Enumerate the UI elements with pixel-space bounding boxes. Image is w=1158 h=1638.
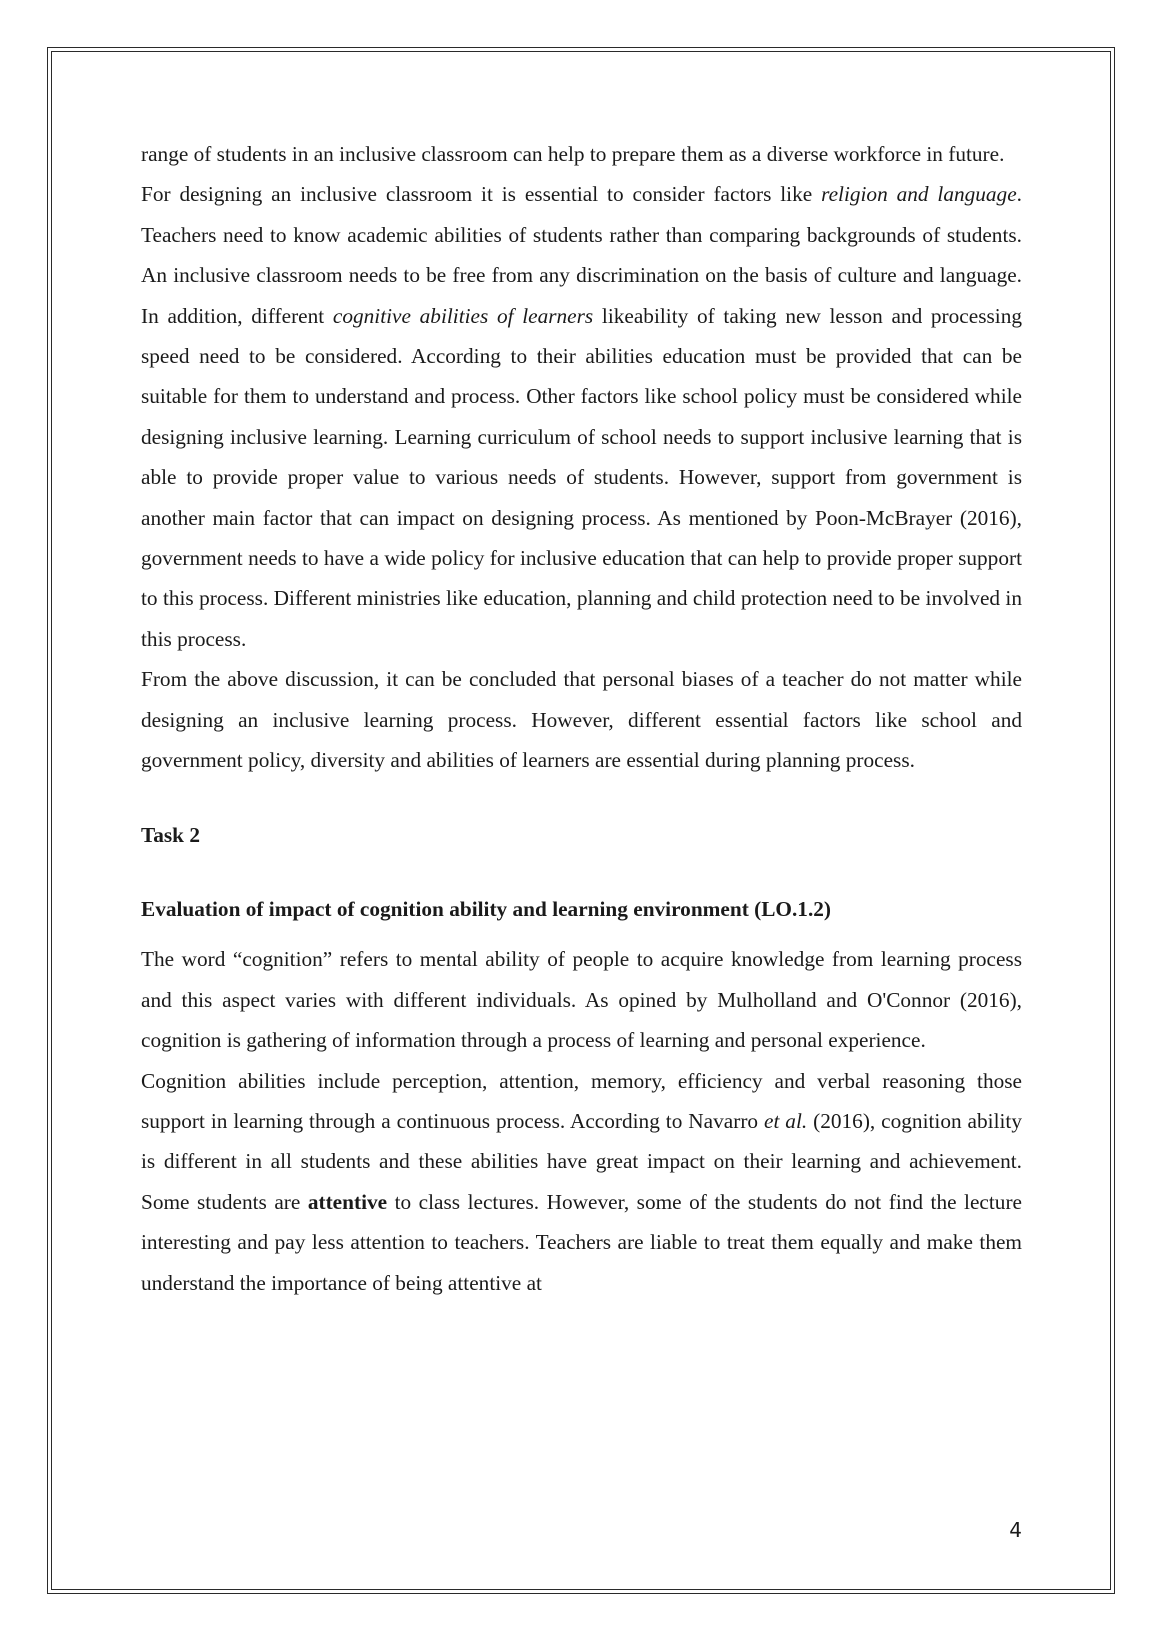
text-segment: For designing an inclusive classroom it is essential to consider factors like (141, 182, 822, 207)
text-segment: likeability of taking new lesson and processing speed need to be considered. According to their abilities education must be provided that can be suitable for them to understand and process. Other factors like school policy must be considered while designing inclusive learning. Learning curriculum of school needs to support inclusive learning that is able to provide proper value to various needs of students. However, support from government is another main factor that can impact on designing process. As mentioned by Poon-McBrayer (2016), government needs to have a wide policy for inclusive education that can help to provide proper support to this process. Different ministries like education, planning and child protection need to be involved in this process. (141, 303, 1022, 651)
paragraph-conclusion (141, 659, 1022, 780)
emphasis-et-al: et al. (764, 1108, 808, 1133)
paragraph-cognition-definition (141, 939, 1022, 1060)
paragraph-design-factors (141, 174, 1022, 659)
task-heading: Task 2 (141, 822, 201, 847)
emphasis-cognitive-abilities: cognitive abilities of learners (332, 303, 594, 328)
emphasis-religion-language: religion and language (821, 182, 1017, 207)
document-body (141, 134, 1022, 1303)
paragraph-cognition-abilities (141, 1061, 1022, 1303)
page-number: 4 (1009, 1518, 1022, 1542)
text-segment: to class lectures. However, some of the students do not find the lecture interesting and pay less attention to teachers. Teachers are liable to treat them equally and make them understand the importance of being attentive at (141, 1189, 1022, 1295)
text-segment: (2016), cognition ability is different in all students and these abilities have great impact on their learning and achievement. Some students are (141, 1108, 1022, 1214)
text-segment: From the above discussion, it can be concluded that personal biases of a teacher do not matter while designing an inclusive learning process. However, different essential factors like school and government policy, diversity and abilities of learners are essential during planning process. (141, 667, 1022, 773)
section-heading: Evaluation of impact of cognition ability and learning environment (LO.1.2) (141, 896, 832, 921)
text-segment: . Teachers need to know academic abilities of students rather than comparing backgrounds of students. An inclusive classroom needs to be free from any discrimination on the basis of culture and language. In addition, different (141, 182, 1022, 328)
text-segment: The word “cognition” refers to mental ability of people to acquire knowledge from learning process and this aspect varies with different individuals. As opined by Mulholland and O'Connor (2016), cognition is gathering of information through a process of learning and personal experience. (141, 947, 1022, 1053)
text-segment: range of students in an inclusive classroom can help to prepare them as a diverse workforce in future. (141, 142, 1005, 166)
text-segment: Cognition abilities include perception, attention, memory, efficiency and verbal reasoning those support in learning through a continuous process. According to Navarro (141, 1068, 1022, 1133)
paragraph-intro-continuation (141, 134, 1022, 174)
emphasis-attentive: attentive (307, 1189, 388, 1214)
